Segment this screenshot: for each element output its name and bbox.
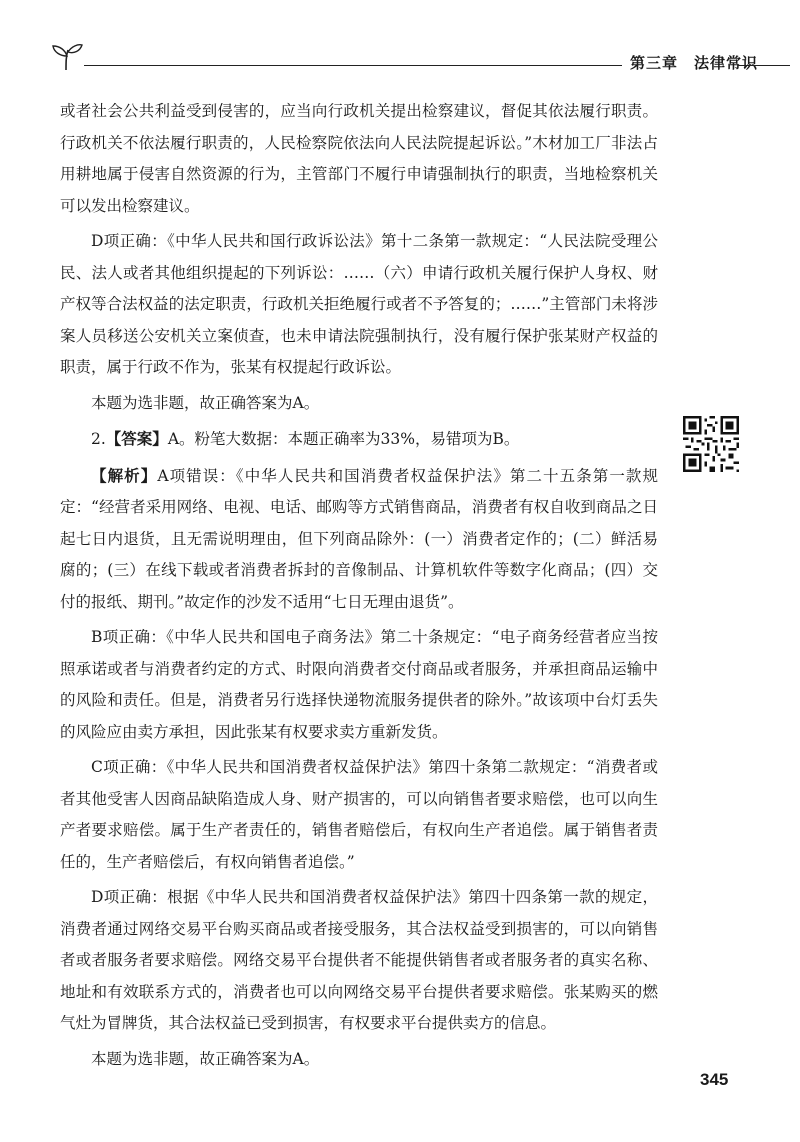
- analysis-text: A项错误：《中华人民共和国消费者权益保护法》第二十五条第一款规定：“经营者采用网络、电视、电话、邮购等方式销售商品，消费者有权自收到商品之日起七日内退货，且无需说明理由，但下列商品除外：(一）消费者定作的；(二）鲜活易腐的；(三）在线下载或者消费者拆封的音像制品、计算机软件等数字化商品；(四）交付的报纸、期刊。”故定作的沙发不适用“七日无理由退货”。: [60, 466, 658, 611]
- page-header: [40, 38, 790, 78]
- header-rule-left: [84, 65, 622, 66]
- analysis-tag: 【解析】: [91, 465, 158, 485]
- paragraph: C项正确：《中华人民共和国消费者权益保护法》第四十条第二款规定：“消费者或者其他受害人因商品缺陷造成人身、财产损害的，可以向销售者要求赔偿，也可以向生产者要求赔偿。属于生产者责任的，销售者赔偿后，有权向生产者追偿。属于销售者责任的，生产者赔偿后，有权向销售者追偿。”: [60, 758, 658, 871]
- chapter-title: 第三章 法律常识: [630, 54, 759, 72]
- answer-text: A。粉笔大数据：本题正确率为33%，易错项为B。: [167, 430, 520, 448]
- paragraph: 本题为选非题，故正确答案为A。: [91, 1049, 320, 1068]
- paragraph: D项正确：《中华人民共和国行政诉讼法》第十二条第一款规定：“人民法院受理公民、法人或者其他组织提起的下列诉讼：……（六）申请行政机关履行保护人身权、财产权等合法权益的法定职责，行政机关拒绝履行或者不予答复的；……”主管部门未将涉案人员移送公安机关立案侦查，也未申请法院强制执行，没有履行保护张某财产权益的职责，属于行政不作为，张某有权提起行政诉讼。: [60, 232, 658, 376]
- analysis-paragraph: [60, 460, 658, 619]
- page-number: 345: [700, 1070, 729, 1089]
- paragraph: B项正确：《中华人民共和国电子商务法》第二十条规定：“电子商务经营者应当按照承诺或者与消费者约定的方式、时限向消费者交付商品或者服务，并承担商品运输中的风险和责任。但是，消费者另行选择快递物流服务提供者的除外。”故该项中台灯丢失的风险应由卖方承担，因此张某有权要求卖方重新发货。: [60, 628, 658, 741]
- question-answer: [60, 423, 658, 456]
- paragraph: 或者社会公共利益受到侵害的，应当向行政机关提出检察建议，督促其依法履行职责。行政机关不依法履行职责的，人民检察院依法向人民法院提起诉讼。”木材加工厂非法占用耕地属于侵害自然资源的行为，主管部门不履行申请强制执行的职责，当地检察机关可以发出检察建议。: [60, 102, 658, 215]
- answer-tag: 【答案】: [105, 429, 168, 448]
- qr-code-icon[interactable]: [683, 416, 739, 472]
- paragraph: D项正确：根据《中华人民共和国消费者权益保护法》第四十四条第一款的规定，消费者通过网络交易平台购买商品或者接受服务，其合法权益受到损害的，可以向销售者或者服务者要求赔偿。网络交易平台提供者不能提供销售者或者服务者的真实名称、地址和有效联系方式的，消费者也可以向网络交易平台提供者要求赔偿。张某购买的燃气灶为冒牌货，其合法权益已受到损害，有权要求平台提供卖方的信息。: [60, 888, 658, 1032]
- sprout-icon: [50, 42, 84, 72]
- question-number: 2.: [91, 430, 106, 448]
- page-body: [60, 96, 658, 1079]
- paragraph: 本题为选非题，故正确答案为A。: [91, 393, 320, 412]
- header-rule-right: [738, 65, 790, 66]
